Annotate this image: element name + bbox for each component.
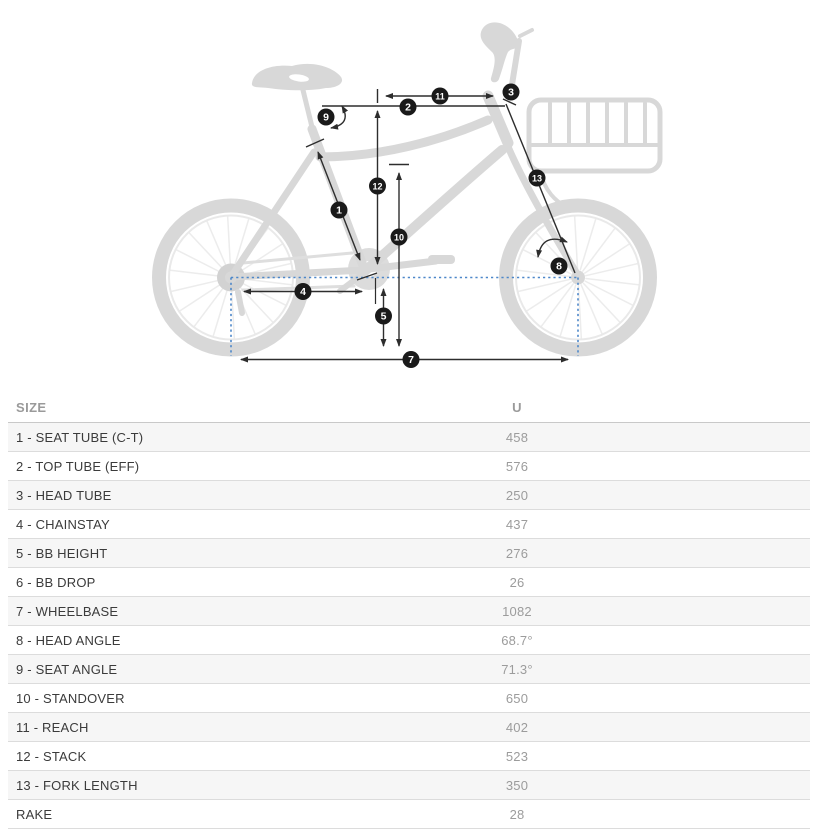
- size-label-cell: 3 - HEAD TUBE: [8, 481, 422, 510]
- spacer-cell: [612, 713, 810, 742]
- size-label-cell: 9 - SEAT ANGLE: [8, 655, 422, 684]
- size-value-cell: 576: [422, 452, 612, 481]
- table-row: [8, 452, 810, 481]
- size-value-cell: 650: [422, 684, 612, 713]
- measurement-badge-7: [403, 351, 420, 368]
- size-label-cell: 8 - HEAD ANGLE: [8, 626, 422, 655]
- size-value-cell: 1082: [422, 597, 612, 626]
- table-row: [8, 771, 810, 800]
- measurement-badge-1: [331, 202, 348, 219]
- badge-number: 12: [372, 181, 383, 192]
- spacer-cell: [612, 742, 810, 771]
- size-value-cell: 458: [422, 423, 612, 452]
- table-row: [8, 684, 810, 713]
- seatpost: [302, 86, 313, 131]
- badge-number: 2: [405, 101, 411, 114]
- badge-number: 13: [531, 173, 543, 184]
- size-value-cell: 523: [422, 742, 612, 771]
- size-label-cell: 12 - STACK: [8, 742, 422, 771]
- table-row: [8, 539, 810, 568]
- badge-number: 5: [380, 310, 387, 323]
- badge-number: 7: [408, 354, 414, 367]
- size-label-cell: 5 - BB HEIGHT: [8, 539, 422, 568]
- measurement-badge-11: [432, 88, 449, 105]
- size-value-cell: 26: [422, 568, 612, 597]
- header-spacer: [612, 392, 810, 423]
- size-label-cell: RAKE: [8, 800, 422, 829]
- geometry-table-header-row: [8, 392, 810, 423]
- top-tube: [320, 120, 488, 157]
- table-row: [8, 800, 810, 829]
- measurement-badge-12: [369, 178, 386, 195]
- brake-lever: [520, 30, 532, 36]
- size-label-cell: 11 - REACH: [8, 713, 422, 742]
- size-label-cell: 2 - TOP TUBE (EFF): [8, 452, 422, 481]
- seat-tube: [312, 129, 365, 271]
- size-label-cell: 4 - CHAINSTAY: [8, 510, 422, 539]
- spacer-cell: [612, 539, 810, 568]
- table-row: [8, 423, 810, 452]
- bike-geometry-diagram: [0, 0, 818, 392]
- table-row: [8, 510, 810, 539]
- front-basket: [529, 100, 660, 207]
- table-row: [8, 568, 810, 597]
- rear-derailleur: [238, 292, 242, 313]
- geometry-table: [8, 392, 810, 829]
- size-value-cell: 28: [422, 800, 612, 829]
- table-row: [8, 713, 810, 742]
- spacer-cell: [612, 481, 810, 510]
- spacer-cell: [612, 452, 810, 481]
- size-value-cell: 402: [422, 713, 612, 742]
- spacer-cell: [612, 684, 810, 713]
- badge-number: 10: [393, 232, 405, 243]
- bike-silhouette: [159, 22, 660, 349]
- size-value-cell: 71.3°: [422, 655, 612, 684]
- spacer-cell: [612, 655, 810, 684]
- size-label-cell: 10 - STANDOVER: [8, 684, 422, 713]
- measurement-badge-9: [318, 109, 335, 126]
- pedal: [428, 255, 455, 264]
- size-label-cell: 7 - WHEELBASE: [8, 597, 422, 626]
- size-value-cell: 276: [422, 539, 612, 568]
- spacer-cell: [612, 800, 810, 829]
- down-tube: [365, 150, 502, 271]
- size-u-column-header: U: [422, 392, 612, 423]
- size-label-cell: 6 - BB DROP: [8, 568, 422, 597]
- size-label-cell: 13 - FORK LENGTH: [8, 771, 422, 800]
- measurement-badge-8: [551, 258, 568, 275]
- size-value-cell: 68.7°: [422, 626, 612, 655]
- measurement-badge-4: [295, 283, 312, 300]
- size-value-cell: 350: [422, 771, 612, 800]
- table-row: [8, 655, 810, 684]
- badge-number: 9: [323, 111, 329, 124]
- measurement-badge-13: [529, 170, 546, 187]
- spacer-cell: [612, 423, 810, 452]
- table-row: [8, 597, 810, 626]
- badge-number: 8: [556, 260, 562, 273]
- measurement-badge-5: [375, 308, 392, 325]
- badge-number: 1: [336, 204, 342, 217]
- measurement-badge-2: [400, 99, 417, 116]
- table-row: [8, 481, 810, 510]
- bike-geometry-svg: [0, 0, 818, 392]
- badge-number: 3: [508, 86, 514, 99]
- spacer-cell: [612, 771, 810, 800]
- chainstay-tube: [231, 270, 364, 277]
- spacer-cell: [612, 626, 810, 655]
- badge-number: 11: [435, 91, 445, 102]
- table-row: [8, 626, 810, 655]
- spacer-cell: [612, 597, 810, 626]
- spacer-cell: [612, 568, 810, 597]
- badge-number: 4: [300, 286, 306, 299]
- size-column-header: SIZE: [8, 392, 422, 423]
- size-label-cell: 1 - SEAT TUBE (C-T): [8, 423, 422, 452]
- spacer-cell: [612, 510, 810, 539]
- table-row: [8, 742, 810, 771]
- measurement-badge-3: [503, 84, 520, 101]
- size-value-cell: 250: [422, 481, 612, 510]
- size-value-cell: 437: [422, 510, 612, 539]
- measurement-badge-10: [391, 229, 408, 246]
